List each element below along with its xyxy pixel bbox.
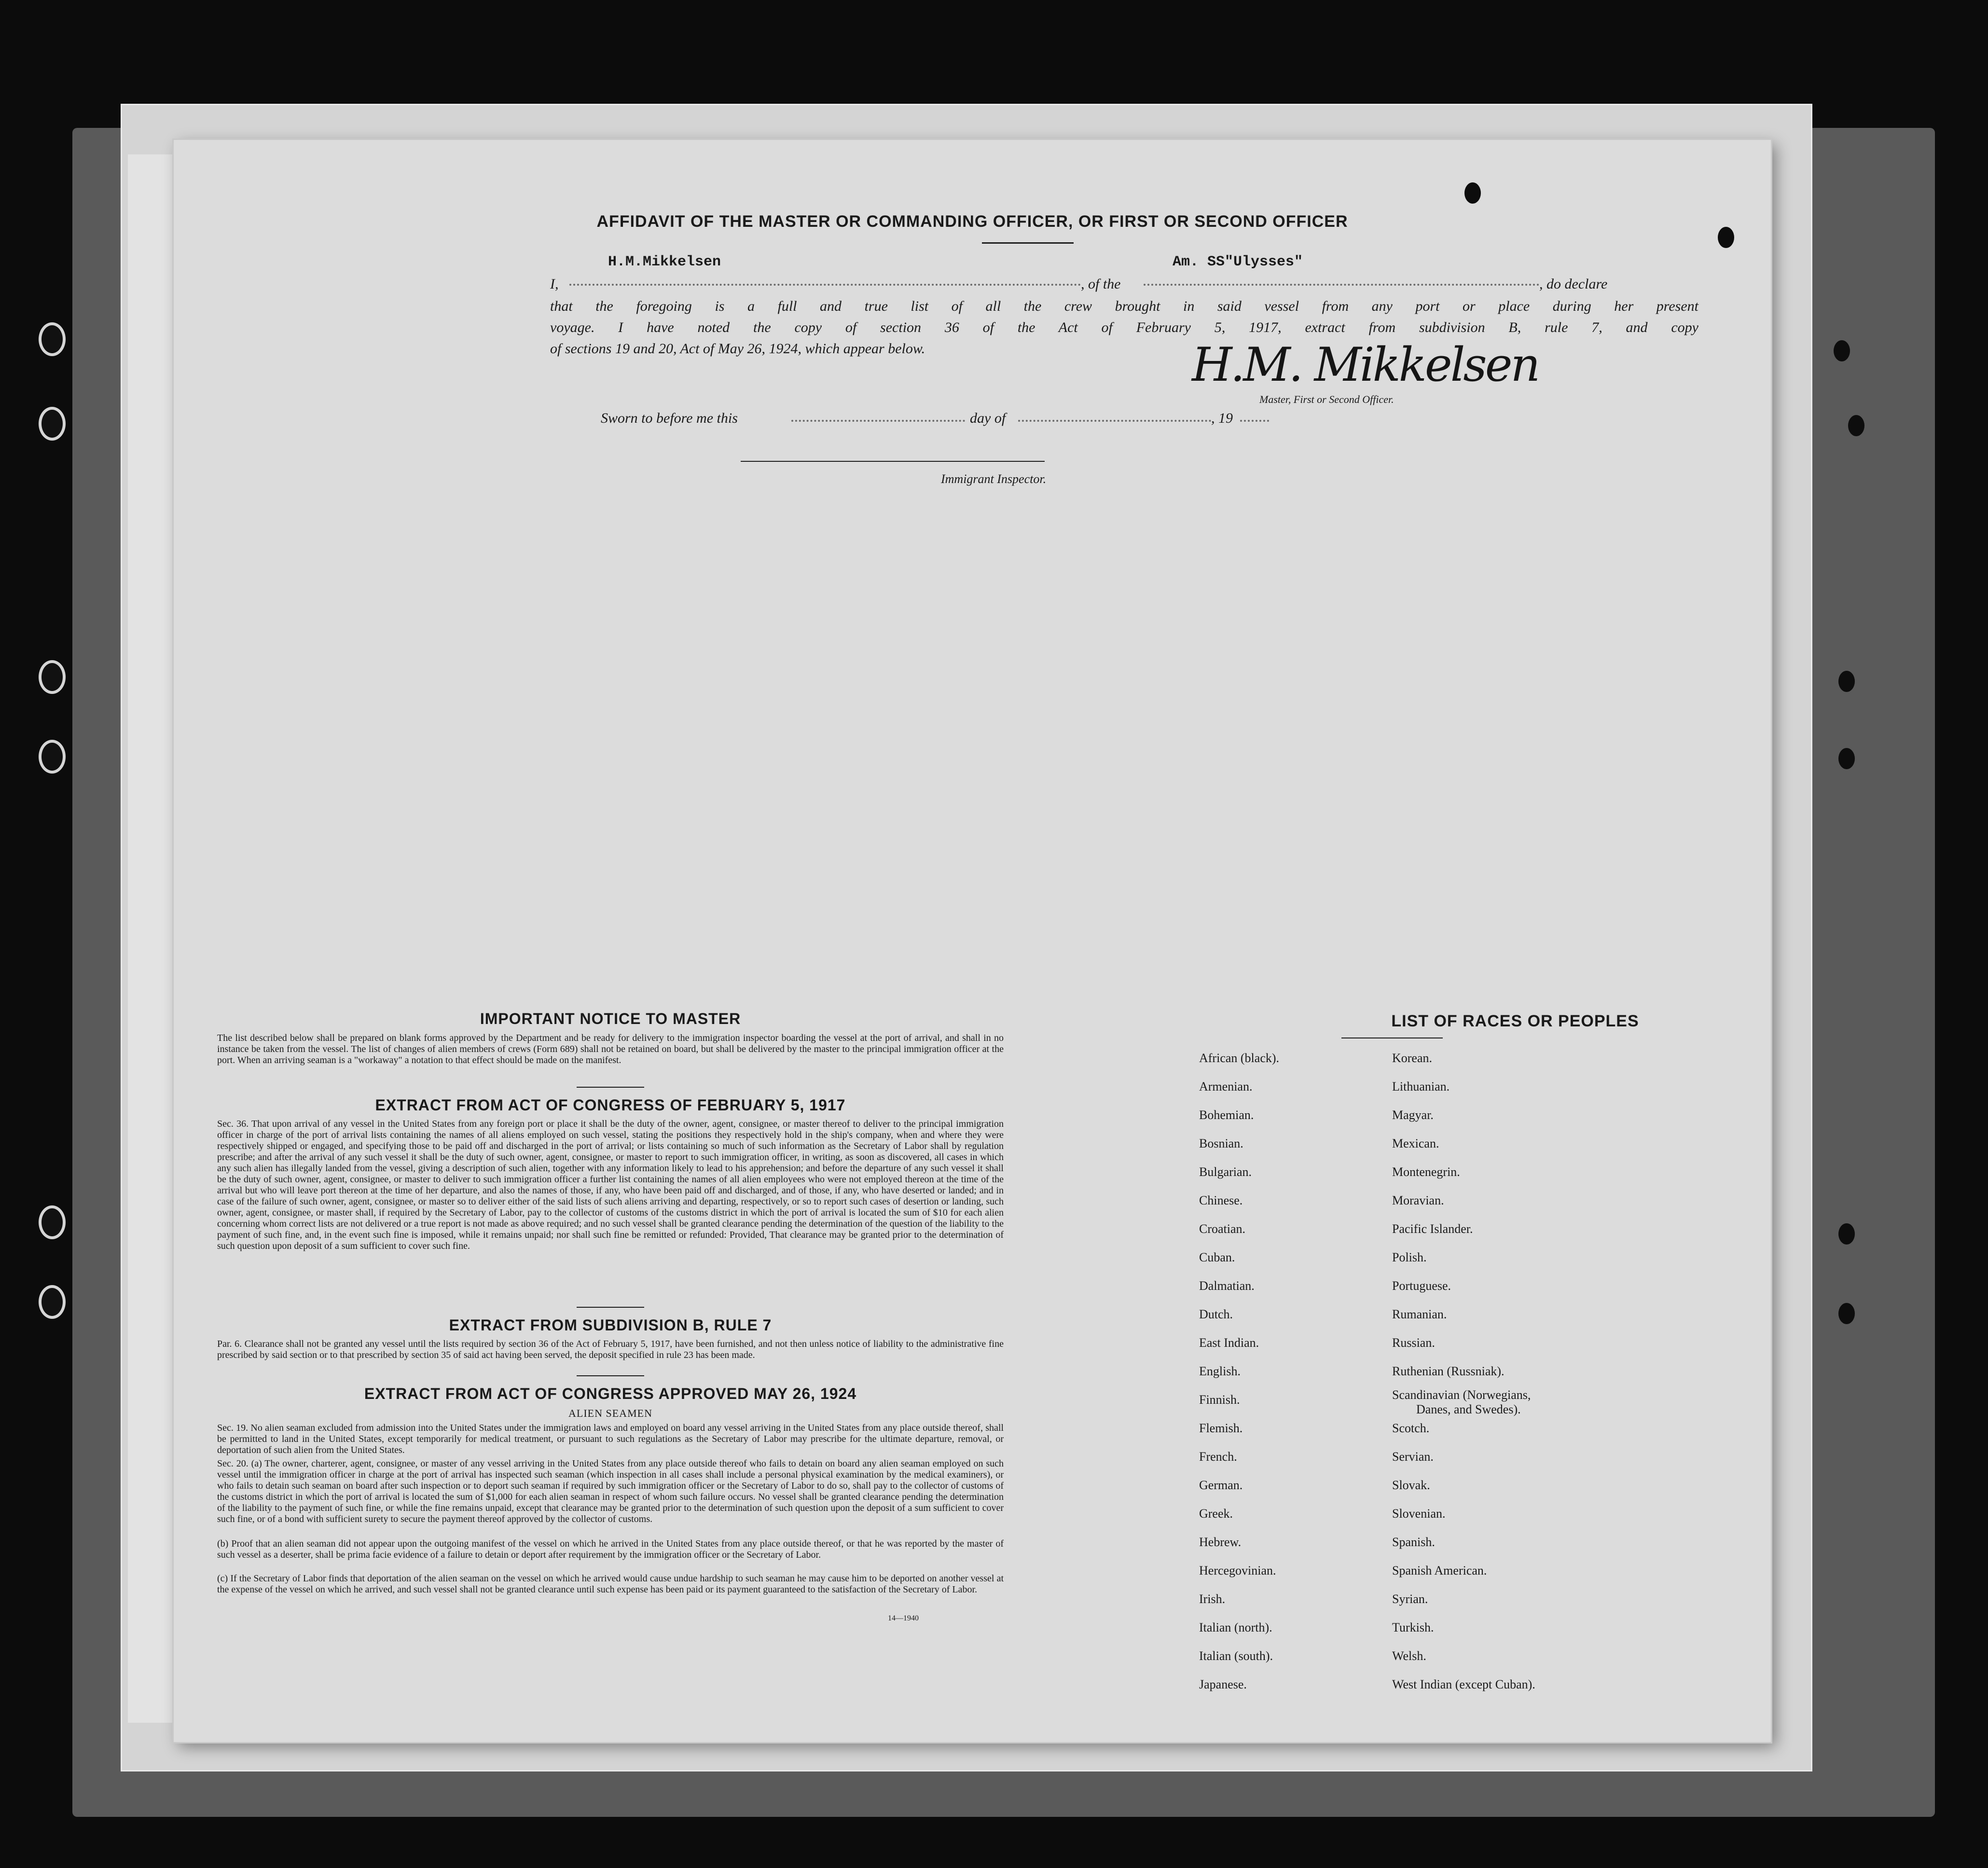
affidavit-body-line-3: of sections 19 and 20, Act of May 26, 1924, which appear below. <box>550 341 925 357</box>
race-item: French. <box>1199 1450 1237 1464</box>
sworn-date-line <box>791 420 965 422</box>
race-item: Finnish. <box>1199 1393 1240 1407</box>
race-item: Hebrew. <box>1199 1535 1242 1549</box>
extract-1917-body: Sec. 36. That upon arrival of any vessel in the United States from any foreign port or place it shall be the duty of the owner, agent, consignee, or master thereof to deliver to the principal immigration officer in charge of the port of arrival lists containing the names of all aliens employed on such vessel, stating the positions they respectively hold in the ship's company, when and where they were respectively shipped or engaged, and specifying those to be paid off and discharged in the port of arrival; or lists containing so much of such information as the Secretary of Labor shall by regulation prescribe; and after the arrival of any such vessel it shall be the duty of such owner, agent, consignee, or master to report to such immigration officer, in writing, as soon as discovered, all cases in which any such alien has illegally landed from the vessel, giving a description of such alien, together with any information likely to lead to his apprehension; and before the departure of any such vessel it shall be the duty of such owner, agent, consignee, or master to deliver to such immigration officer a further list containing the names of all alien employees who were not employed thereon at the time of the arrival but who will leave port thereon at the time of her departure, and also the names of those, if any, who have been paid off and discharged, and of those, if any, who have deserted or landed; and in case of the failure of such owner, agent, consignee, or master so to deliver either of the said lists of such aliens arriving and departing, respectively, or so to report such cases of desertion or landing, such owner, agent, consignee, or master shall, if required by the Secretary of Labor, pay to the collector of customs of the customs district in which the port of arrival is located the sum of $10 for each alien concerning whom correct lists are not delivered or a true report is not made as above required; and no such vessel shall be granted clearance pending the determination of the question of the liability to the payment of such fine, and, in the event such fine is imposed, while it remains unpaid; nor shall such fine be remitted or refunded: Provided, That clearance may be granted prior to the determination of such question upon deposit of a sum sufficient to cover such fine. <box>217 1119 1004 1251</box>
alien-seamen-subtitle: ALIEN SEAMEN <box>568 1407 652 1419</box>
inspector-signature-line <box>741 461 1045 462</box>
of-the-label: , of the <box>1081 276 1121 292</box>
notice-divider <box>577 1087 644 1088</box>
inspector-label: Immigrant Inspector. <box>941 472 1047 486</box>
binder-hole <box>1838 748 1855 769</box>
race-item: Korean. <box>1392 1051 1433 1065</box>
binder-hole <box>1838 671 1855 692</box>
race-item: Armenian. <box>1199 1079 1253 1093</box>
year-label: , 19 <box>1211 410 1233 426</box>
affidavit-i-label: I, <box>550 276 559 292</box>
race-item: Ruthenian (Russniak). <box>1392 1364 1505 1378</box>
race-item: Bohemian. <box>1199 1108 1254 1122</box>
binder-hole <box>1838 1223 1855 1245</box>
race-item: Japanese. <box>1199 1677 1247 1691</box>
race-item: Flemish. <box>1199 1421 1243 1435</box>
extract-rule7-title: EXTRACT FROM SUBDIVISION B, RULE 7 <box>449 1316 772 1334</box>
master-name-field: H.M.Mikkelsen <box>608 254 721 270</box>
affidavit-body-line-1: that the foregoing is a full and true list of all the crew brought in said vessel from any port or place during her present <box>550 298 1698 314</box>
race-item: Lithuanian. <box>1392 1079 1450 1093</box>
extract-rule7-body: Par. 6. Clearance shall not be granted any vessel until the lists required by section 36 of the Act of February 5, 1917, have been furnished, and not then unless notice of liability to the administrative fine prescribed by said section or to that prescribed by section 35 of said act having been served, the deposit specified in rule 23 has been made. <box>217 1339 1004 1360</box>
binder-hole <box>1834 340 1850 361</box>
race-item: West Indian (except Cuban). <box>1392 1677 1535 1691</box>
races-title: LIST OF RACES OR PEOPLES <box>1391 1012 1639 1030</box>
do-declare-label: , do declare <box>1539 276 1608 292</box>
binder-hole <box>39 740 66 774</box>
month-line <box>1018 420 1211 422</box>
binder-hole <box>1464 182 1481 204</box>
binder-hole <box>39 407 66 441</box>
binder-hole <box>1838 1303 1855 1324</box>
master-name-line <box>569 284 1081 286</box>
race-item: Portuguese. <box>1392 1279 1451 1293</box>
master-signature: H.M. Mikkelsen <box>1192 338 1539 392</box>
race-item: Croatian. <box>1199 1222 1246 1236</box>
race-item: Italian (north). <box>1199 1620 1272 1634</box>
race-item: Danes, and Swedes). <box>1416 1402 1521 1416</box>
race-item: Bulgarian. <box>1199 1165 1252 1179</box>
race-item: Dutch. <box>1199 1307 1233 1321</box>
race-item: Polish. <box>1392 1250 1427 1264</box>
race-item: Moravian. <box>1392 1193 1444 1207</box>
vessel-name-line <box>1144 284 1539 286</box>
race-item: Russian. <box>1392 1336 1435 1350</box>
race-item: Hercegovinian. <box>1199 1564 1276 1577</box>
race-item: Montenegrin. <box>1392 1165 1460 1179</box>
binder-hole <box>1848 415 1864 436</box>
race-item: Chinese. <box>1199 1193 1243 1207</box>
race-item: Turkish. <box>1392 1620 1434 1634</box>
race-item: Dalmatian. <box>1199 1279 1255 1293</box>
binder-hole <box>39 1285 66 1319</box>
race-item: East Indian. <box>1199 1336 1259 1350</box>
race-item: Irish. <box>1199 1592 1226 1606</box>
sec-20a-text: Sec. 20. (a) The owner, charterer, agent, consignee, or master of any vessel arriving in the United States from any place outside thereof who fails to detain on board any alien seaman employed on such vessel until the immigration officer in charge at the port of arrival has inspected such seaman (which inspection in all cases shall include a personal physical examination by the medical examiners), or who fails to detain such seaman on board after such inspection or to deport such seaman if required by such immigration officer or the Secretary of Labor to do so, shall pay to the collector of customs of the customs district in which the port of arrival is located the sum of $1,000 for each alien seaman in respect of whom such failure occurs. No vessel shall be granted clearance pending the determination of the liability to the payment of such fine, or while the fine remains unpaid, except that clearance may be granted prior to the determination of such question upon the deposit of a sum sufficient to cover such fine, or of a bond with sufficient surety to secure the payment thereof approved by the collector of customs. <box>217 1458 1004 1524</box>
form-number: 14—1940 <box>888 1614 919 1622</box>
binder-hole <box>39 660 66 694</box>
race-item: Scotch. <box>1392 1421 1430 1435</box>
race-item: Syrian. <box>1392 1592 1428 1606</box>
race-item: African (black). <box>1199 1051 1280 1065</box>
race-item: Cuban. <box>1199 1250 1235 1264</box>
binder-hole <box>39 322 66 356</box>
race-item: Welsh. <box>1392 1649 1426 1663</box>
race-item: Magyar. <box>1392 1108 1434 1122</box>
sworn-label: Sworn to before me this <box>601 410 738 426</box>
race-item: Mexican. <box>1392 1136 1439 1150</box>
race-item: Greek. <box>1199 1507 1233 1521</box>
extract-1924-title: EXTRACT FROM ACT OF CONGRESS APPROVED MAY 26, 1924 <box>364 1385 857 1402</box>
sec-20b-text: (b) Proof that an alien seaman did not appear upon the outgoing manifest of the vessel on which he arrived in the United States from any place outside thereof, or that he was reported by the master of such vessel as a deserter, shall be prima facie evidence of a failure to detain or deport after requirement by the immigration officer or the Secretary of Labor. <box>217 1538 1004 1560</box>
race-item: Spanish. <box>1392 1535 1435 1549</box>
extract-1917-divider <box>577 1307 644 1308</box>
race-item: Spanish American. <box>1392 1564 1487 1577</box>
race-item: Slovak. <box>1392 1478 1430 1492</box>
notice-body: The list described below shall be prepared on blank forms approved by the Department and be ready for delivery to the immigration inspector boarding the vessel at the port of arrival, and shall in no instance be taken from the vessel. The list of changes of alien members of crews (Form 689) shall not be retained on board, but shall be delivered by the master to the principal immigration officer at the port. When an arriving seaman is a "workaway" a notation to that effect should be made on the manifest. <box>217 1033 1004 1065</box>
binder-hole <box>39 1205 66 1239</box>
day-of-label: day of <box>970 410 1006 426</box>
race-item: Servian. <box>1392 1450 1434 1464</box>
race-item: Rumanian. <box>1392 1307 1447 1321</box>
document-page <box>174 140 1771 1742</box>
race-item: Pacific Islander. <box>1392 1222 1473 1236</box>
sec-19-text: Sec. 19. No alien seaman excluded from admission into the United States under the immigration laws and employed on board any vessel arriving in the United States from any place outside thereof, shall be permitted to land in the United States, except temporarily for medical treatment, or pursuant to such regulations as the Secretary of Labor may prescribe for the ultimate departure, removal, or deportation of such alien from the United States. <box>217 1423 1004 1455</box>
title-underline <box>982 242 1074 244</box>
extract-1917-title: EXTRACT FROM ACT OF CONGRESS OF FEBRUARY 5, 1917 <box>375 1096 846 1114</box>
affidavit-body-line-2: voyage. I have noted the copy of section 36 of the Act of February 5, 1917, extract from subdivision B, rule 7, and copy <box>550 319 1698 335</box>
year-line <box>1240 420 1269 422</box>
signature-caption: Master, First or Second Officer. <box>1259 393 1394 405</box>
race-item: Scandinavian (Norwegians, <box>1392 1388 1531 1402</box>
sec-20c-text: (c) If the Secretary of Labor finds that deportation of the alien seaman on the vessel on which he arrived would cause undue hardship to such seaman he may cause him to be deported on another vessel at the expense of the vessel on which he arrived, and such vessel shall not be granted clearance until such expense has been paid or its payment guaranteed to the satisfaction of the Secretary of Labor. <box>217 1573 1004 1595</box>
race-item: English. <box>1199 1364 1241 1378</box>
race-item: German. <box>1199 1478 1243 1492</box>
race-item: Bosnian. <box>1199 1136 1243 1150</box>
affidavit-title: AFFIDAVIT OF THE MASTER OR COMMANDING OFFICER, OR FIRST OR SECOND OFFICER <box>596 212 1348 231</box>
race-item: Slovenian. <box>1392 1507 1446 1521</box>
vessel-name-field: Am. SS"Ulysses" <box>1173 254 1303 270</box>
race-item: Italian (south). <box>1199 1649 1273 1663</box>
notice-title: IMPORTANT NOTICE TO MASTER <box>480 1010 741 1027</box>
binder-hole <box>1718 227 1734 248</box>
extract-rule7-divider <box>577 1375 644 1376</box>
